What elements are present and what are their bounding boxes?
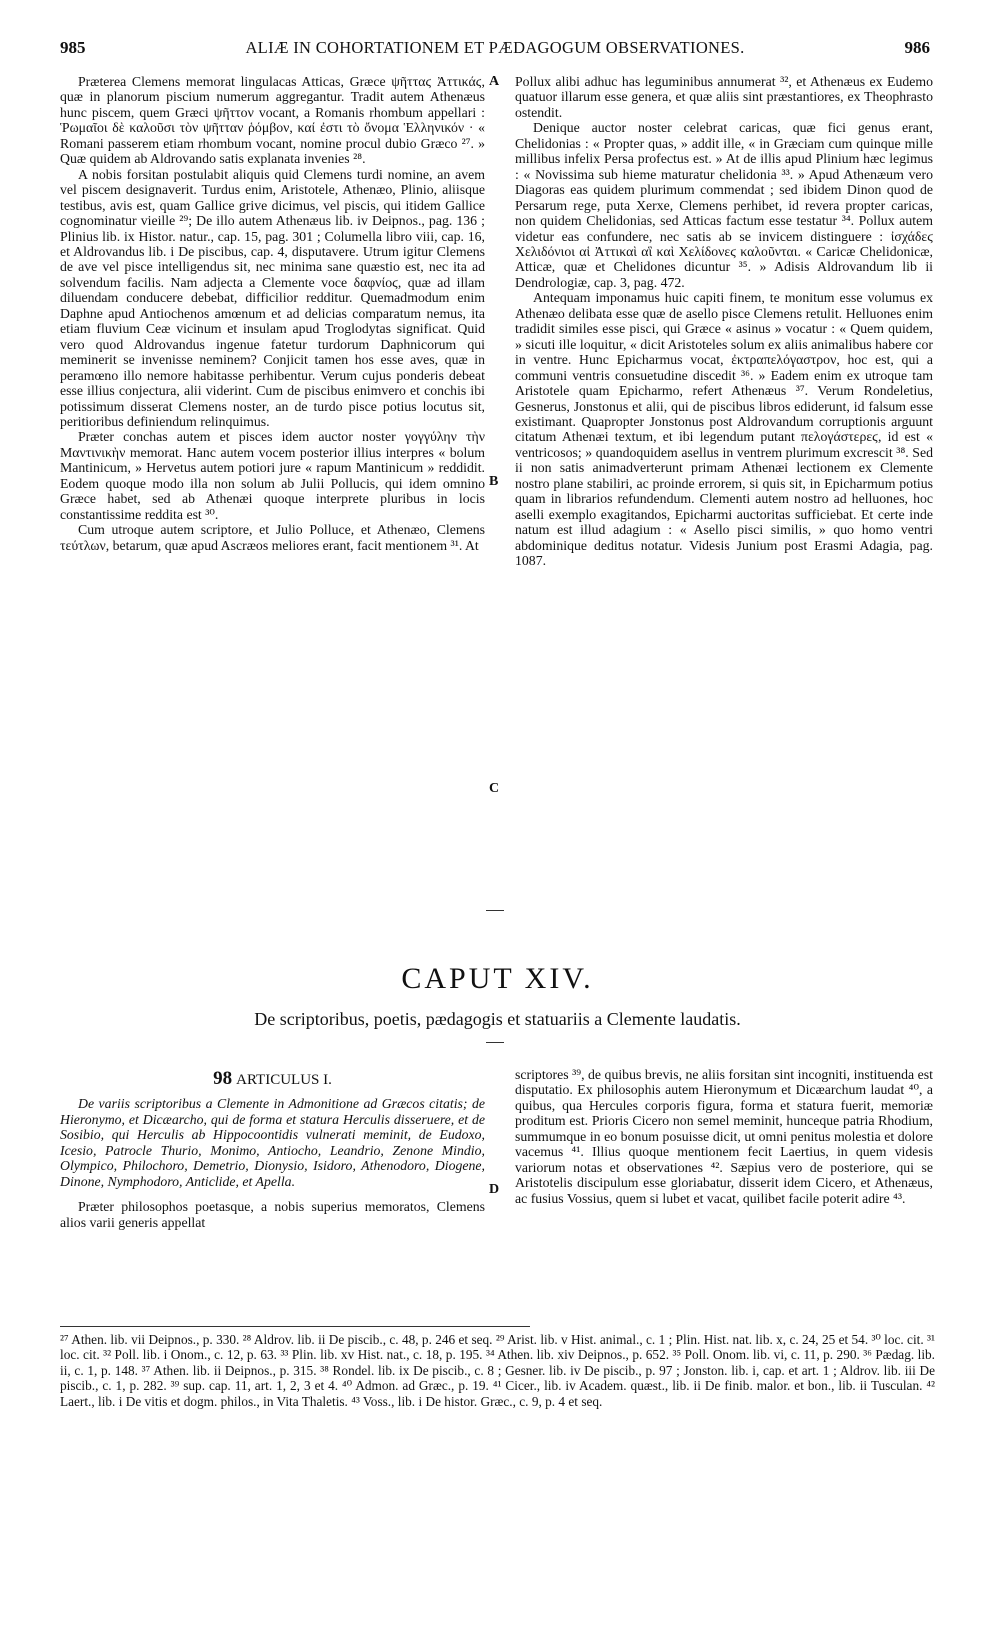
paragraph: Antequam imponamus huic capiti finem, te monitum esse volumus ex Athenæo delibata esse quæ de asello pisce Clemens retulit. Helluones enim tradidit similes esse pisci, qui Græce « asinus » vocatur : « Quem quidem, » sicuti ille loquitur, « dicit Aristoteles solum ex aliis animalibus habere cor in ventre. Hunc Epicharmus vocat, ἐκτραπελόγαστρον, hoc est, qui a communi ventris consuetudine discedit ³⁶. » Eadem enim ex utroque tam Aristotele quam Epicharmo, refert Athenæus ³⁷. Verum Rondeletius, Gesnerus, Jonstonus et alii, qui de piscibus libros ediderunt, id falsum esse existimant. Quapropter Jonstonus post Aldrovandum corruptionis arguunt citatum Athenæi textum, et ibi legendum putant πελογάστερεϛ, id est « ventricosos; » quandoquidem asellus in ventrem plurimum excrescit ³⁸. Sed ii non satis animadverterunt primam Athenæi lectionem ex Clemente nostro plane stabiliri, ac proinde errorem, si quis sit, in Epicharmum potius quam in librarios refundendum. Clementi autem nostro ad helluones, hoc aselli exemplo exagitandos, Epicharmi auctoritas sufficiebat. Et certe inde natum est illud adagium : « Asello pisci similis, » quo homo ventri abdominique deditus notatur. Videsis Junium post Erasmi Adagia, pag. 1087. — [515, 290, 933, 569]
paragraph: Pollux alibi adhuc has leguminibus annumerat ³², et Athenæus ex Eudemo quatuor illarum esse genera, et quæ aliis sint præstantiores, ex Theophrasto ostendit. — [515, 74, 933, 120]
paragraph: Præterea Clemens memorat lingulacas Atticas, Græce ψῆτταϛ Ἀττικάϛ, quæ in planorum piscium numerum aggregantur. Tradit autem Athenæus hunc piscem, quem Græci ψῆττον vocant, a Romanis rhombum appellari : Ῥωμαῖοι δὲ καλοῦσι τὸν ψῆτταν ῥόμβον, καί ἐστι τὸ ὄνομα Ἑλληνικόν · « Romani passerem etiam rhombum vocant, nomine procul dubio Græco ²⁷. » Quæ quidem ab Aldrovando satis explanata invenies ²⁸. — [60, 74, 485, 167]
section-marker-b: B — [489, 474, 499, 489]
right-column-bottom — [515, 1067, 933, 1206]
paragraph: Præter conchas autem et pisces idem auctor noster γογγύλην τὴν Μαντινικὴν memorat. Hanc autem vocem posterior illius interpres « bolum Mantinicum, » Hervetus autem potiori jure « rapum Mantinicum » reddidit. Eodem quoque modo illa non solum ab Julii Pollucis, qui idem omnino Græce habet, sed ab Athenæi quoque interprete pluribus in locis constantissime reddita est ³⁰. — [60, 429, 485, 522]
paragraph: Denique auctor noster celebrat caricas, quæ fici genus erant, Chelidonias : « Propter quas, » addit ille, « in Græciam cum quinque mille millibus infelix Persa profectus est. » At de illis apud Plinium hæc legimus : « Novissima sub hieme maturatur chelidonia ³³. » Apud Athenæum vero Diagoras eas quidem plurimum commendat ; sed ibidem Dinon quod de Persarum rege, puta Xerxe, Clemens perhibet, id revera propter caricas, non quidem Chelidonias, sed Atticas factum esse testatur ³⁴. Pollux autem videtur eas confundere, nec satis ab se invicem distinguere : ἰσχάδεϛ Χελιδόνιοι αἱ Ἀττικαὶ αἳ καὶ Χελίδονεϛ καλοῦνται. « Caricæ Chelidonicæ, Atticæ, quæ et Chelidones dicuntur ³⁵. » Adisis Aldrovandum lib ii Dendrologiæ, cap. 3, pag. 472. — [515, 120, 933, 290]
section-marker-c: C — [489, 781, 500, 796]
left-column-bottom — [60, 1067, 485, 1230]
separator-rule — [486, 910, 504, 911]
article-title: ARTICULUS I. — [236, 1072, 332, 1088]
section-marker-a: A — [489, 74, 500, 89]
paragraph: scriptores ³⁹, de quibus brevis, ne aliis forsitan sint incogniti, instituenda est disputatio. Ex philosophis autem Hieronymum et Dicæarchum laudat ⁴⁰, a quibus, qua Hercules corporis figura, forma et statura fuerit, memoriæ proditum est. Prioris Cicero non semel meminit, hunceque patria Rhodium, summumque in eo bonum posuisse dicit, ut omni penitus molestia et dolore vacemus ⁴¹. Illius quoque mentionem fecit Laertius, in quem videsis variorum notas et observationes ⁴². Sæpius vero de posteriore, qui se Aristotelis discipulum esse gloriabatur, disserit idem Cicero, et Athenæus, ac fusius Vossius, quem si lubet et vacat, quilibet facile poterit adire ⁴³. — [515, 1067, 933, 1206]
paragraph: A nobis forsitan postulabit aliquis quid Clemens turdi nomine, an avem vel piscem designaverit. Turdus enim, Aristotele, Athenæo, Plinio, aliisque testibus, avis est, quam Gallice grive dicimus, vel piscis, qui itidem Gallice cognominatur vieille ²⁹; De illo autem Athenæus lib. iv Deipnos., pag. 136 ; Plinius lib. ix Histor. natur., cap. 15, pag. 301 ; Columella libro viii, cap. 16, et Aldrovandus lib. i De piscibus, cap. 4, disputavere. Utrum igitur Clemens de ave vel pisce intelligendus sit, nec minima sane quæstio est, nec ita ad solvendum facilis. Nam adjecta a Clemente voce δαφνίοϛ, quæ ad illam diluendam conducere debebat, difficilior redditur. Quemadmodum enim Daphne apud Antiochenos amœnum et ad delicias comparatum nemus, ita etiam fluvium Ceæ vicinum et insulam apud Troglodytas significat. Quid vero quod Aldrovandus ingenue fatetur turdorum Daphnicorum qui meminerit se invenisse neminem? Conjicit tamen hos esse aves, quæ in peramœno illo nemore habitasse perhibentur. Verum cujus ponderis debeat esse illius conjectura, alii viderint. Cum de piscibus enimvero et conchis ibi potissimum disserat Clemens noster, an de turdo pisce potius locutus sit, peritioribus definiendum relinquimus. — [60, 166, 485, 429]
chapter-title: CAPUT XIV. — [401, 962, 594, 995]
left-column-top — [60, 74, 485, 553]
running-header — [60, 38, 930, 64]
page-number-left: 985 — [60, 38, 86, 57]
chapter-subtitle: De scriptoribus, poetis, pædagogis et statuariis a Clemente laudatis. — [254, 1009, 741, 1029]
article-heading — [60, 1068, 485, 1089]
footnote-text: ²⁷ Athen. lib. vii Deipnos., p. 330. ²⁸ Aldrov. lib. ii De piscib., c. 48, p. 246 et seq. ²⁹ Arist. lib. v Hist. animal., c. 1 ; Plin. Hist. nat. lib. x, c. 24, 25 et 54. ³⁰ loc. cit. ³¹ loc. cit. ³² Poll. lib. i Onom., c. 12, p. 63. ³³ Plin. lib. xv Hist. nat., c. 18, p. 195. ³⁴ Athen. lib. xiv Deipnos., p. 652. ³⁵ Poll. Onom. lib. vi, c. 11, p. 290. ³⁶ Pædag. lib. ii, c. 1, p. 148. ³⁷ Athen. lib. ii Deipnos., p. 315. ³⁸ Rondel. lib. ix De piscib., c. 8 ; Gesner. lib. iv De piscib., p. 97 ; Jonston. lib. i, cap. et art. 1 ; Aldrov. lib. iii De piscib., c. 1, p. 282. ³⁹ sup. cap. 11, art. 1, 2, 3 et 4. ⁴⁰ Admon. ad Græc., p. 19. ⁴¹ Cicer., lib. iv Academ. quæst., lib. ii De finib. malor. et bon., lib. ii Tusculan. ⁴² Laert., lib. i De vitis et dogm. philos., in Vita Thaletis. ⁴³ Voss., lib. i De histor. Græc., c. 9, p. 4 et seq. — [60, 1332, 935, 1409]
page-number-right: 986 — [904, 38, 930, 57]
footnote-rule — [60, 1326, 530, 1327]
running-title: ALIÆ IN COHORTATIONEM ET PÆDAGOGUM OBSERVATIONES. — [245, 38, 745, 57]
paragraph: Cum utroque autem scriptore, et Julio Polluce, et Athenæo, Clemens τεύτλων, betarum, quæ apud Ascræos meliores erant, facit mentionem ³¹. At — [60, 522, 485, 553]
footnotes — [60, 1332, 935, 1409]
article-number: 98 — [213, 1068, 233, 1089]
separator-rule — [486, 1042, 504, 1043]
article-summary: De variis scriptoribus a Clemente in Admonitione ad Græcos citatis; de Hieronymo, et Dicæarcho, qui de forma et statura Herculis disseruere, et de Sosibio, qui Herculis ab Hippocoontidis vulnerati meminit, de Eudoxo, Icesio, Patrocle Thurio, Monimo, Antiocho, Leandrio, Zenone Mindio, Olympico, Philochoro, Demetrio, Dionysio, Isidoro, Athenodoro, Diogene, Dinone, Nymphodoro, Anticlide, et Apella. — [60, 1096, 485, 1189]
section-marker-d: D — [489, 1182, 500, 1197]
paragraph: Præter philosophos poetasque, a nobis superius memoratos, Clemens alios varii generis appellat — [60, 1199, 485, 1230]
right-column-top — [515, 74, 933, 569]
